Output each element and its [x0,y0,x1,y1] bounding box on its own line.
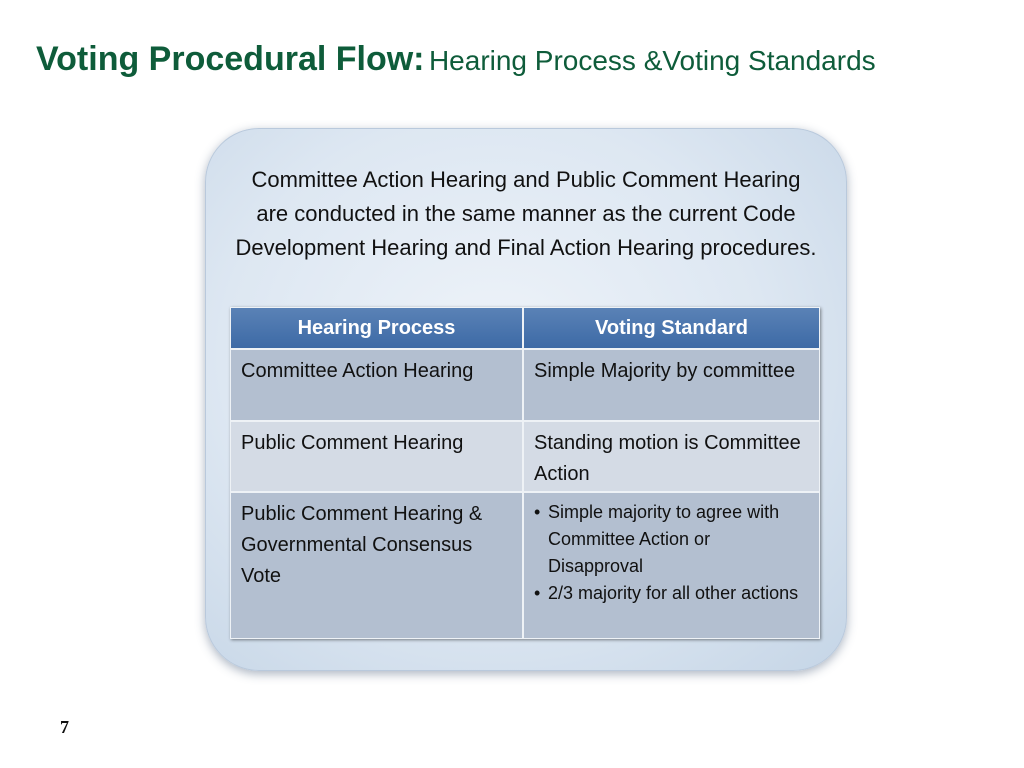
slide-title-bold: Voting Procedural Flow: [36,40,425,78]
slide-title [36,40,876,79]
row-3-process: Public Comment Hearing & Governmental Consensus Vote [230,492,523,639]
intro-text: Committee Action Hearing and Public Comment Hearing are conducted in the same manner as the current Code Development Hearing and Final Action Hearing procedures. [235,167,817,260]
voting-table [230,307,820,639]
content-panel [205,128,847,671]
row-3-standard-list [534,499,809,607]
row-3-standard [523,492,820,639]
row-2-standard: Standing motion is Committee Action [523,421,820,492]
row-2-process: Public Comment Hearing [230,421,523,492]
header-hearing-process: Hearing Process [230,307,523,349]
page-number: 7 [60,717,69,737]
row-1-standard: Simple Majority by committee [523,349,820,421]
slide-title-subtitle: Hearing Process &Voting Standards [428,45,876,76]
bullet-item: • 2/3 majority for all other actions [534,580,809,607]
row-1-process: Committee Action Hearing [230,349,523,421]
header-voting-standard: Voting Standard [523,307,820,349]
bullet-item: • Simple majority to agree with Committee Action or Disapproval [534,499,809,580]
